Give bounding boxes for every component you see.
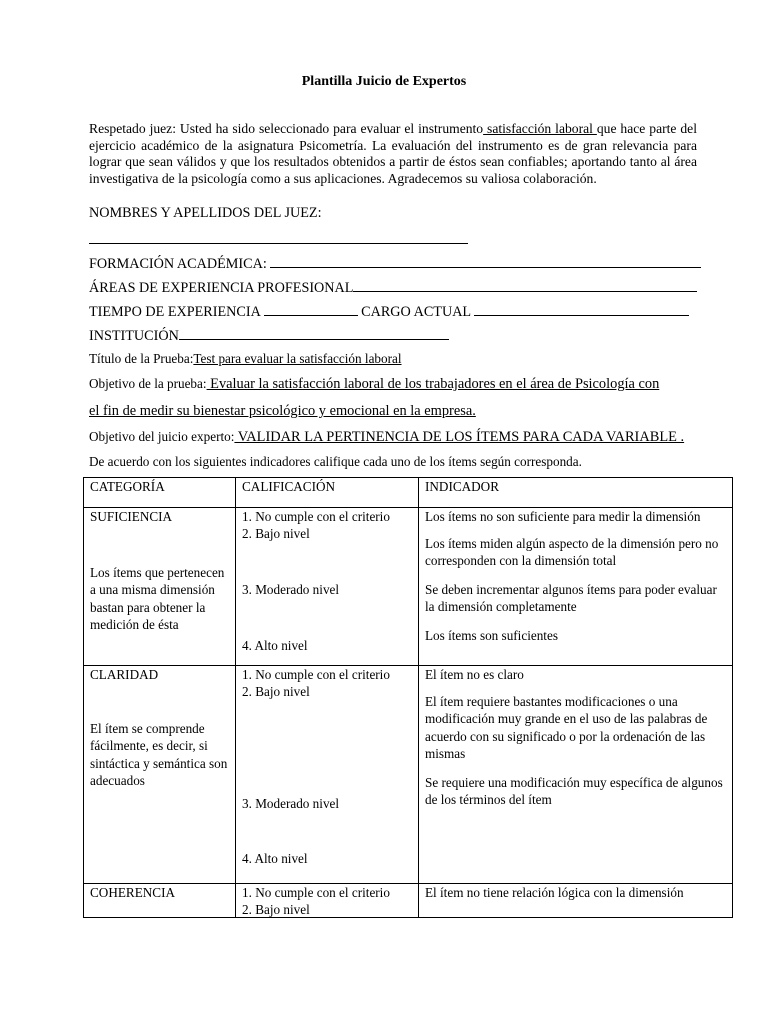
suficiencia-grade-3: 3. Moderado nivel [242,582,340,597]
test-objective-label: Objetivo de la prueba: [89,376,207,391]
table-row-suficiencia [84,508,733,666]
intro-text-1: Respetado juez: Usted ha sido seleccionado para evaluar el instrumento [89,121,484,136]
time-label: TIEMPO DE EXPERIENCIA [89,304,261,320]
test-title-value: Test para evaluar la satisfacción laboral [193,351,402,366]
time-blank[interactable] [264,301,358,316]
suficiencia-indicator-4: Los ítems son suficientes [425,628,558,643]
judge-name-field [89,205,322,222]
institution-label: INSTITUCIÓN [89,328,179,344]
test-objective-value-2: el fin de medir su bienestar psicológico y emocional en la empresa. [89,403,476,419]
suficiencia-category-cell [84,508,236,666]
institution-blank[interactable] [179,325,449,340]
claridad-indicator-2: El ítem requiere bastantes modificaciones o una modificación muy grande en el uso de las palabras de acuerdo con su significado o por la ordenación de las mismas [425,694,708,762]
header-categoria: CATEGORÍA [84,478,236,508]
coherencia-indicator-cell [419,884,733,918]
claridad-indicator-3: Se requiere una modificación muy específica de algunos de los términos del ítem [425,775,723,808]
suficiencia-grade-cell [236,508,419,666]
academic-blank[interactable] [270,253,701,268]
coherencia-grade-2: 2. Bajo nivel [242,902,310,917]
claridad-category-cell [84,666,236,884]
claridad-grade-2: 2. Bajo nivel [242,684,310,699]
suficiencia-name: SUFICIENCIA [90,509,173,524]
instrument-name: satisfacción laboral [483,121,597,136]
page-title: Plantilla Juicio de Expertos [301,74,467,89]
claridad-name: CLARIDAD [90,667,159,682]
coherencia-name: COHERENCIA [90,885,175,900]
areas-field [89,277,697,297]
judge-name-blank-row [89,229,468,249]
expert-objective-label: Objetivo del juicio experto: [89,429,235,444]
suficiencia-grade-4: 4. Alto nivel [242,638,308,653]
position-blank[interactable] [474,301,689,316]
table-row-claridad [84,666,733,884]
academic-label: FORMACIÓN ACADÉMICA: [89,256,267,272]
coherencia-grade-cell [236,884,419,918]
time-position-field [89,301,689,321]
test-title-line [89,351,402,367]
institution-field [89,325,449,345]
claridad-grade-cell [236,666,419,884]
instruction-line [89,454,582,470]
claridad-grade-4: 4. Alto nivel [242,851,308,866]
academic-field [89,253,701,273]
instruction-text: De acuerdo con los siguientes indicadores califique cada uno de los ítems según corresponda. [89,454,582,469]
suficiencia-indicator-1: Los ítems no son suficiente para medir la dimensión [425,509,701,524]
test-objective-line1 [89,376,659,393]
claridad-indicator-cell [419,666,733,884]
coherencia-category-cell [84,884,236,918]
areas-blank[interactable] [353,277,697,292]
coherencia-grade-1: 1. No cumple con el criterio [242,885,390,900]
claridad-grade-3: 3. Moderado nivel [242,796,340,811]
test-objective-line2 [89,403,476,420]
claridad-indicator-1: El ítem no es claro [425,667,524,682]
coherencia-indicator-1: El ítem no tiene relación lógica con la dimensión [425,885,684,900]
judge-name-label: NOMBRES Y APELLIDOS DEL JUEZ: [89,205,322,221]
evaluation-table [83,477,733,918]
suficiencia-indicator-cell [419,508,733,666]
expert-objective-line [89,429,684,446]
suficiencia-grade-2: 2. Bajo nivel [242,526,310,541]
suficiencia-indicator-3: Se deben incrementar algunos ítems para poder evaluar la dimensión completamente [425,582,717,615]
test-objective-value-1: Evaluar la satisfacción laboral de los trabajadores en el área de Psicología con [206,376,660,392]
test-title-label: Título de la Prueba: [89,351,194,366]
table-header-row [84,478,733,508]
position-label: CARGO ACTUAL [361,304,471,320]
intro-text-2: que hace parte del ejercicio académico de la asignatura Psicometría. La evaluación del instrumento es de gran relevancia para lograr que sean válidos y que los resultados obtenidos a partir de éstos sean confiables; aportando tanto al área investigativa de la psicología como a sus aplicaciones. Agradecemos su valiosa colaboración. [89,121,697,186]
header-calificacion: CALIFICACIÓN [236,478,419,508]
judge-name-blank[interactable] [89,229,468,244]
claridad-desc: El ítem se comprende fácilmente, es decir, si sintáctica y semántica son adecuados [90,721,228,789]
claridad-grade-1: 1. No cumple con el criterio [242,667,390,682]
suficiencia-grade-1: 1. No cumple con el criterio [242,509,390,524]
suficiencia-desc: Los ítems que pertenecen a una misma dimensión bastan para obtener la medición de ésta [90,565,225,633]
intro-paragraph [89,121,697,187]
suficiencia-indicator-2: Los ítems miden algún aspecto de la dimensión pero no corresponden con la dimensión total [425,536,719,569]
header-indicador: INDICADOR [419,478,733,508]
areas-label: ÁREAS DE EXPERIENCIA PROFESIONAL [89,280,354,296]
expert-objective-value: VALIDAR LA PERTINENCIA DE LOS ÍTEMS PARA CADA VARIABLE . [234,429,685,445]
table-row-coherencia [84,884,733,918]
